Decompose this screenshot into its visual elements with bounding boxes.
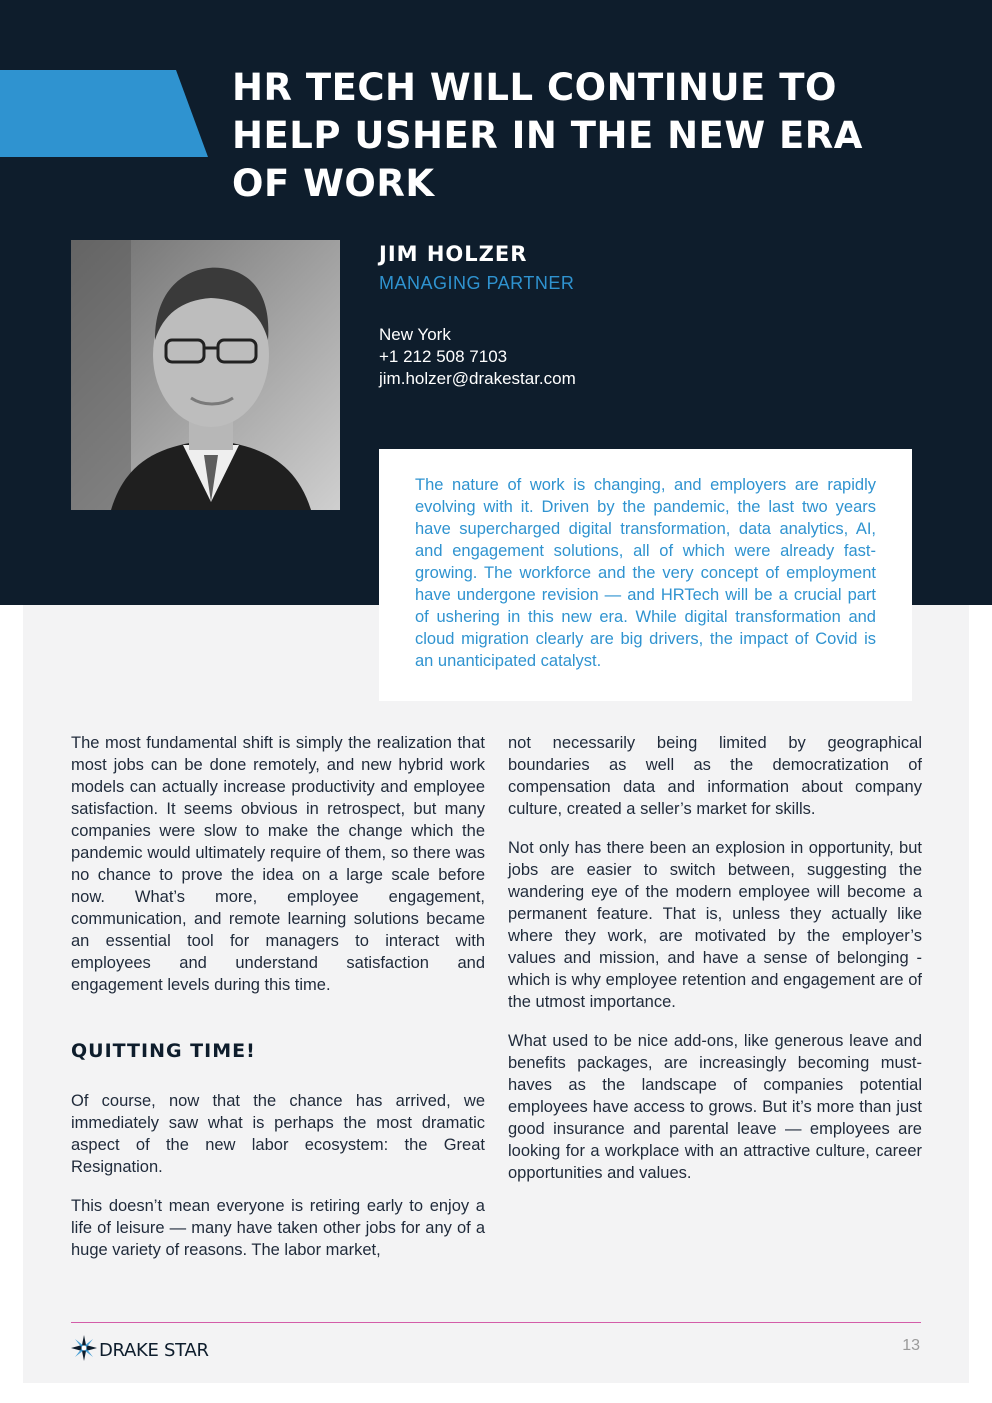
paragraph: This doesn’t mean everyone is retiring early to enjoy a life of leisure — many have taken other jobs for any of a huge variety of reasons. The labor market,	[71, 1197, 485, 1259]
person-role: MANAGING PARTNER	[379, 273, 575, 293]
accent-shape	[0, 70, 208, 157]
paragraph: The most fundamental shift is simply the realization that most jobs can be done remotely, and new hybrid work models can actually increase productivity and employee satisfaction. It seems obvious in retrospect, but many companies were slow to make the change which the pandemic would ultimately require of them, so there was no chance to prove the idea on a large scale before now. What’s more, employee engagement, communication, and remote learning solutions became an essential tool for managers to interact with employees and understand satisfaction and engagement levels during this time.	[71, 734, 485, 994]
paragraph: Of course, now that the chance has arrived, we immediately saw what is perhaps the most dramatic aspect of the new labor ecosystem: the Great Resignation.	[71, 1092, 485, 1176]
logo-text: DRAKE STAR	[99, 1339, 209, 1361]
contact-email[interactable]: jim.holzer@drakestar.com	[379, 369, 576, 388]
paragraph: Not only has there been an explosion in opportunity, but jobs are easier to switch between, suggesting the wandering eye of the modern employee will become a permanent feature. That is, unless they actually like where they work, are motivated by the employer’s values and mission, and have a sense of belonging - which is why employee retention and engagement are of the utmost importance.	[508, 839, 922, 1011]
paragraph: not necessarily being limited by geographical boundaries as well as the democratization of compensation data and information about company culture, created a seller’s market for skills.	[508, 734, 922, 818]
section-heading: QUITTING TIME!	[71, 1040, 256, 1062]
page-title: HR TECH WILL CONTINUE TO HELP USHER IN THE NEW ERA OF WORK	[232, 66, 863, 205]
right-column	[508, 732, 922, 1201]
contact-city: New York	[379, 325, 451, 344]
footer-rule	[71, 1322, 921, 1323]
contact-info	[379, 324, 576, 390]
profile-photo	[71, 240, 340, 510]
contact-phone[interactable]: +1 212 508 7103	[379, 347, 508, 366]
pull-quote-text: The nature of work is changing, and employers are rapidly evolving with it. Driven by the pandemic, the last two years have supercharged digital transformation, data analytics, AI, and engagement solutions, all of which were already fast-growing. The workforce and the very concept of employment have undergone revision — and HRTech will be a crucial part of ushering in this new era. While digital transformation and cloud migration clearly are big drivers, the impact of Covid is an unanticipated catalyst.	[415, 476, 876, 670]
person-name: JIM HOLZER	[379, 242, 528, 266]
pull-quote-box	[379, 449, 912, 701]
page-number: 13	[902, 1337, 920, 1354]
left-column	[71, 732, 485, 1278]
star-compass-icon	[71, 1335, 97, 1366]
drake-star-logo	[71, 1336, 209, 1364]
paragraph: What used to be nice add-ons, like generous leave and benefits packages, are increasingly becoming must-haves as the landscape of companies potential employees have access to grows. But it’s more than just good insurance and parental leave — employees are looking for a workplace with an attractive culture, career opportunities and values.	[508, 1032, 922, 1182]
